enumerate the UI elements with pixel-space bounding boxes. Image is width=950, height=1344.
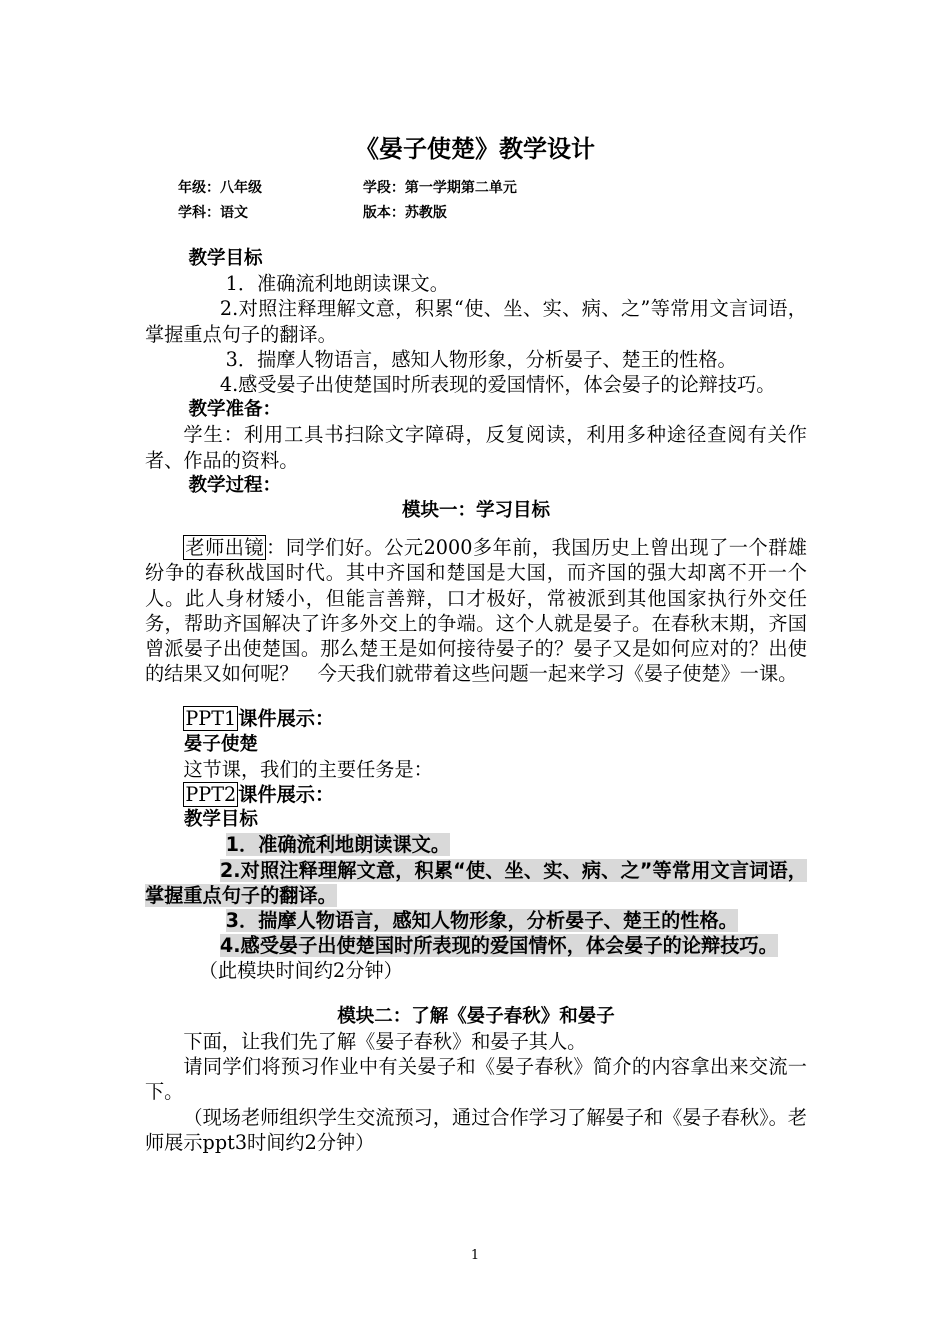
goals-heading: 教学目标 xyxy=(188,248,263,269)
ppt2-goal-text: 4.感受晏子出使楚国时所表现的爱国情怀，体会晏子的论辩技巧。 xyxy=(219,934,778,958)
ppt1-line xyxy=(145,706,807,731)
module1-time: （此模块时间约2分钟） xyxy=(198,959,403,983)
meta-period: 学段：第一学期第二单元 xyxy=(362,180,517,196)
ppt2-label: 课件展示： xyxy=(238,783,335,807)
meta-row-2 xyxy=(178,203,447,223)
ppt2-goal-item xyxy=(145,933,807,958)
page-number: 1 xyxy=(470,1248,480,1263)
ppt1-tag: PPT1 xyxy=(185,707,237,731)
ppt2-line xyxy=(145,782,807,807)
goal-item: 1．准确流利地朗读课文。 xyxy=(225,272,449,296)
ppt2-goal-text: 2.对照注释理解文意，积累“使、坐、实、病、之”等常用文言词语，掌握重点句子的翻译。 xyxy=(145,858,807,907)
teacher-text: ：同学们好。公元2000多年前，我国历史上曾出现了一个群雄纷争的春秋战国时代。其中齐国和楚国是大国，而齐国的强大却离不开一个人。此人身材矮小，但能言善辩，口才极好，常被派到其他国家执行外交任务，帮助齐国解决了许多外交上的争端。这个人就是晏子。在春秋末期，齐国曾派晏子出使楚国。那么楚王是如何接待晏子的？晏子又是如何应对的？出使的结果又如何呢？ 今天我们就带着这些问题一起来学习《晏子使楚》一课。 xyxy=(145,536,807,686)
teacher-tag: 老师出镜 xyxy=(185,536,265,560)
module1-title: 模块一：学习目标 xyxy=(401,500,550,522)
ppt2-goal-item xyxy=(145,858,807,908)
module2-paragraph: 下面，让我们先了解《晏子春秋》和晏子其人。 xyxy=(183,1029,587,1053)
module2-paragraph: （现场老师组织学生交流预习，通过合作学习了解晏子和《晏子春秋》。老师展示ppt3时间约2分钟） xyxy=(145,1105,807,1154)
meta-row-1 xyxy=(178,178,517,198)
document-body xyxy=(145,246,807,1155)
ppt2-goal-item xyxy=(145,832,807,857)
ppt2-goal-item xyxy=(145,908,807,933)
module2-title: 模块二：了解《晏子春秋》和晏子 xyxy=(337,1005,615,1027)
meta-grade: 年级：八年级 xyxy=(178,180,262,196)
task-intro: 这节课，我们的主要任务是： xyxy=(183,757,433,781)
ppt1-content: 晏子使楚 xyxy=(183,733,258,755)
teacher-paragraph xyxy=(145,535,807,686)
goal-item: 3．揣摩人物语言，感知人物形象，分析晏子、楚王的性格。 xyxy=(225,347,737,371)
ppt2-tag: PPT2 xyxy=(185,783,237,807)
ppt2-heading: 教学目标 xyxy=(183,809,258,831)
meta-subject: 学科：语文 xyxy=(178,205,248,221)
prep-heading: 教学准备： xyxy=(188,399,281,421)
ppt2-goal-text: 3．揣摩人物语言，感知人物形象，分析晏子、楚王的性格。 xyxy=(225,909,738,933)
meta-edition: 版本：苏教版 xyxy=(362,205,447,221)
ppt1-label: 课件展示： xyxy=(238,707,335,731)
prep-text: 学生：利用工具书扫除文字障碍，反复阅读，利用多种途径查阅有关作者、作品的资料。 xyxy=(145,423,807,472)
process-heading: 教学过程： xyxy=(188,474,281,496)
ppt2-goal-text: 1．准确流利地朗读课文。 xyxy=(225,833,451,857)
goal-item: 4.感受晏子出使楚国时所表现的爱国情怀，体会晏子的论辩技巧。 xyxy=(219,373,776,397)
document-title: 《晏子使楚》教学设计 xyxy=(355,135,595,163)
goal-item: 2.对照注释理解文意，积累“使、坐、实、病、之”等常用文言词语，掌握重点句子的翻译。 xyxy=(145,297,807,346)
module2-paragraph: 请同学们将预习作业中有关晏子和《晏子春秋》简介的内容拿出来交流一下。 xyxy=(145,1055,807,1104)
